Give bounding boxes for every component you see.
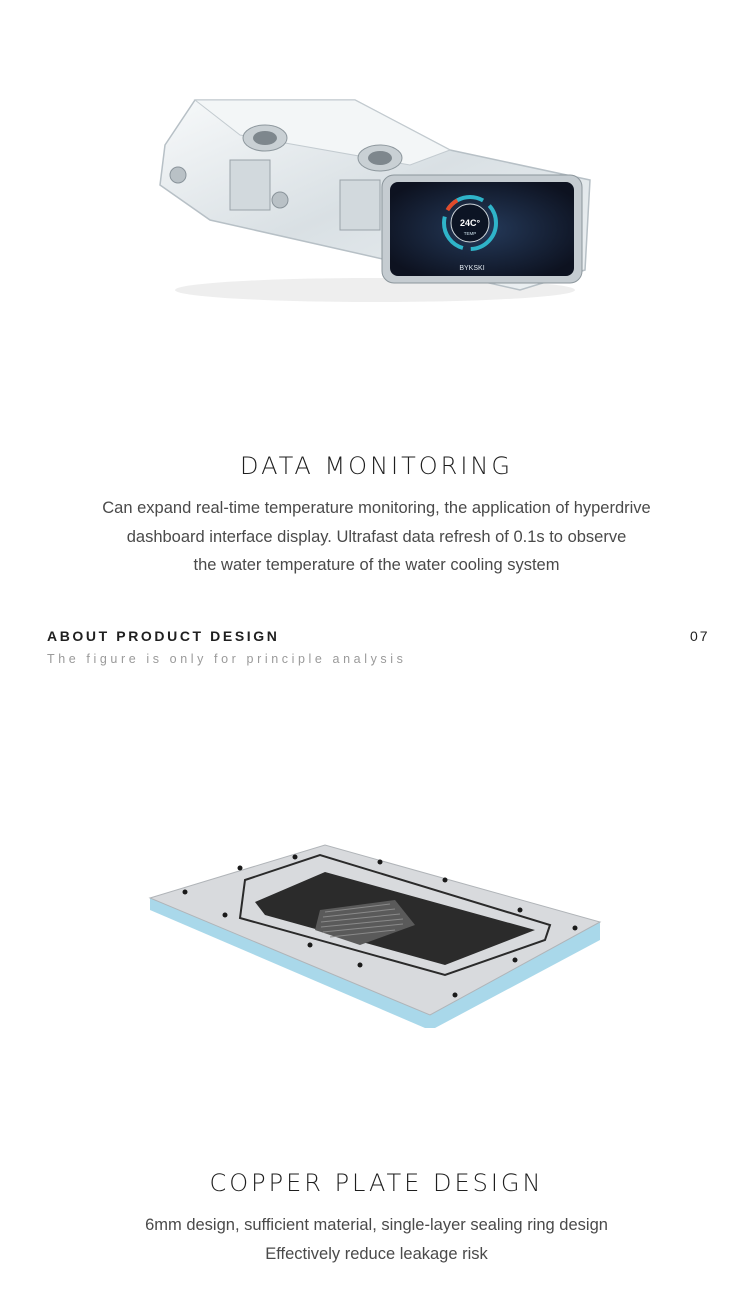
description-line: 6mm design, sufficient material, single-layer sealing ring design bbox=[145, 1216, 608, 1234]
data-monitoring-description bbox=[0, 494, 753, 580]
data-monitoring-title: DATA MONITORING bbox=[240, 452, 513, 480]
copper-plate-illustration bbox=[145, 840, 610, 1040]
gauge-temperature: 24C° bbox=[459, 218, 481, 228]
description-line: dashboard interface display. Ultrafast data refresh of 0.1s to observe bbox=[126, 527, 627, 546]
copper-plate-description bbox=[0, 1211, 753, 1268]
about-section-heading: ABOUT PRODUCT DESIGN bbox=[47, 628, 280, 644]
about-section-subtitle: The figure is only for principle analysis bbox=[47, 652, 407, 666]
gauge-temp-label: TEMP bbox=[463, 231, 477, 236]
description-line: the water temperature of the water cooling system bbox=[193, 556, 560, 574]
screen-brand-logo: BYKSKI bbox=[459, 265, 485, 272]
page-number: 07 bbox=[690, 628, 710, 644]
waterblock-illustration bbox=[150, 90, 600, 310]
description-line: Effectively reduce leakage risk bbox=[265, 1244, 488, 1263]
copper-plate-title: COPPER PLATE DESIGN bbox=[209, 1169, 544, 1197]
description-line: Can expand real-time temperature monitoring, the application of hyperdrive bbox=[102, 499, 651, 517]
